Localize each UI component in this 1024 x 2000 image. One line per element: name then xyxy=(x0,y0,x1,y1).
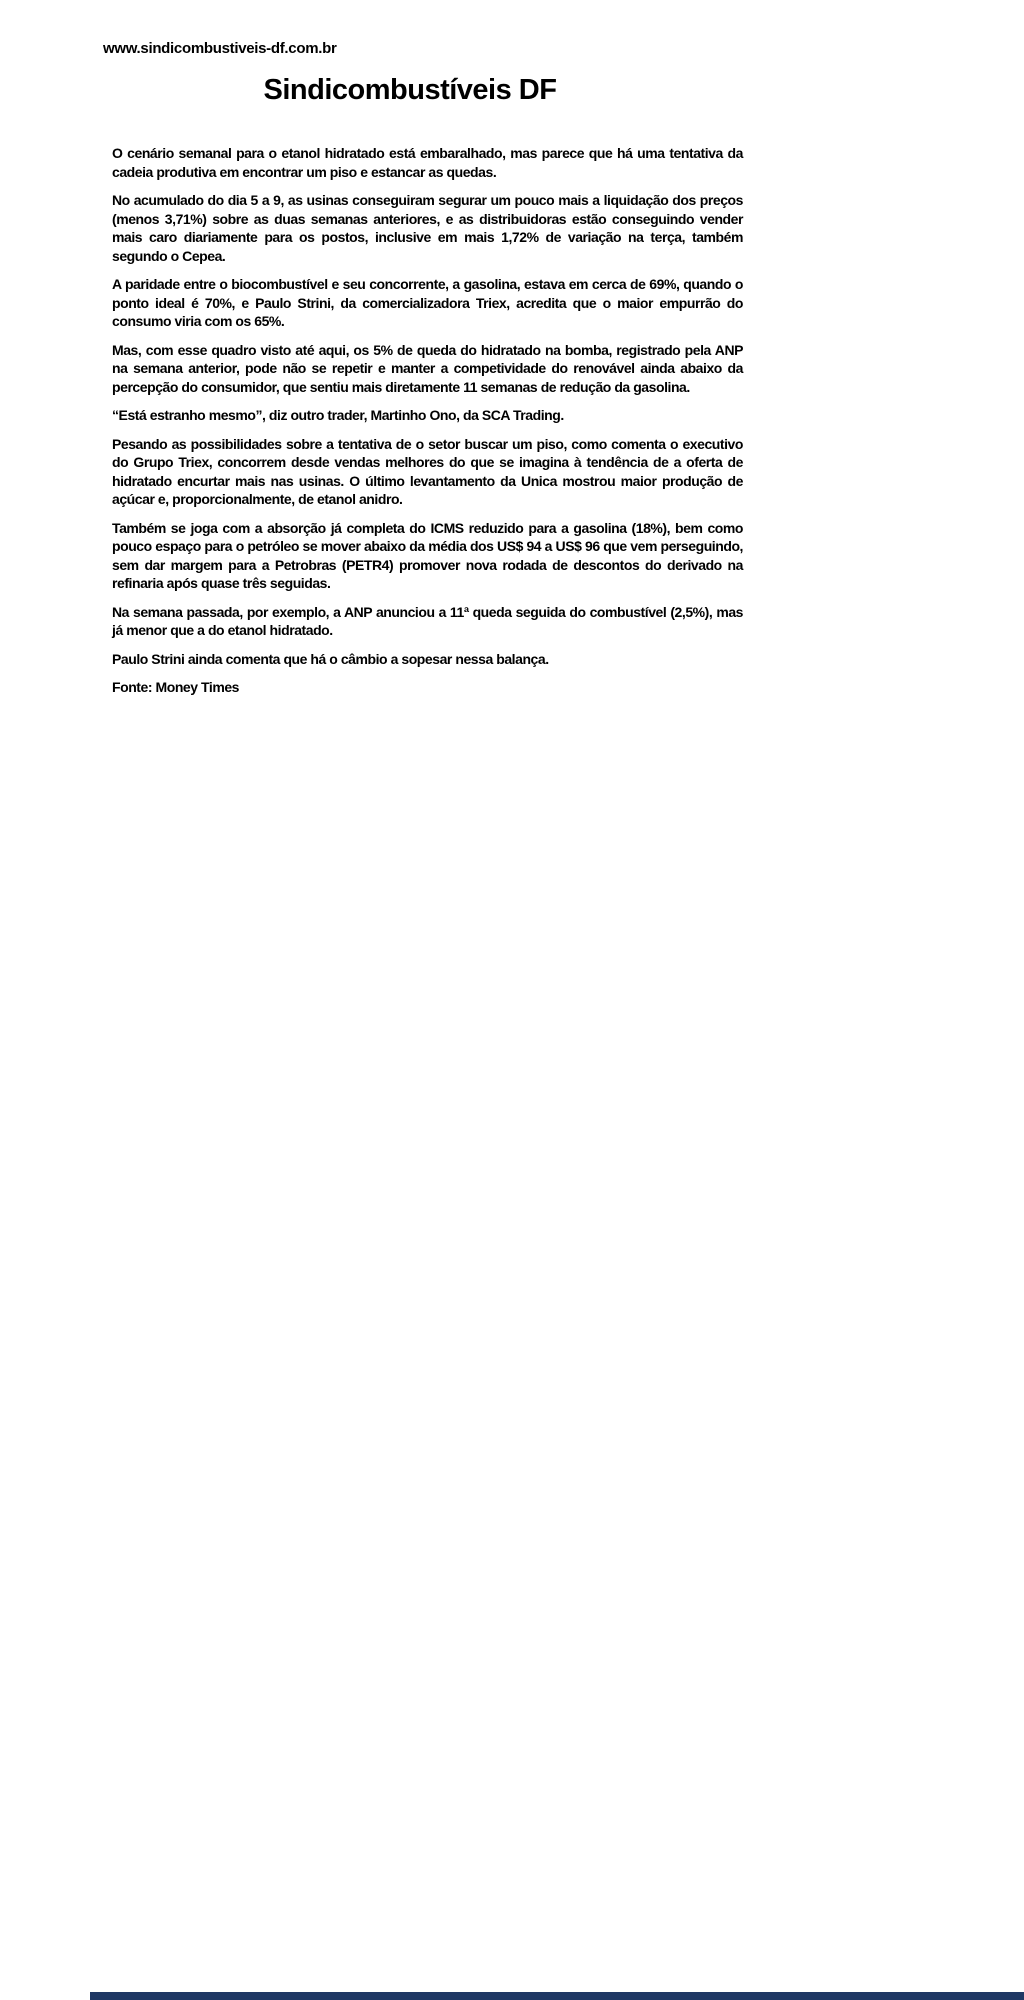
article-paragraph: No acumulado do dia 5 a 9, as usinas conseguiram segurar um pouco mais a liquidação dos preços (menos 3,71%) sobre as duas semanas anteriores, e as distribuidoras estão conseguindo vender mais caro diariamente para os postos, inclusive em mais 1,72% de variação na terça, também segundo o Cepea. xyxy=(112,192,743,264)
article-paragraph: O cenário semanal para o etanol hidratado está embaralhado, mas parece que há uma tentativa da cadeia produtiva em encontrar um piso e estancar as quedas. xyxy=(112,145,743,180)
page-title: Sindicombustíveis DF xyxy=(263,74,557,106)
article-paragraph: A paridade entre o biocombustível e seu concorrente, a gasolina, estava em cerca de 69%, quando o ponto ideal é 70%, e Paulo Strini, da comercializadora Triex, acredita que o maior empurrão do consumo viria com os 65%. xyxy=(112,276,743,329)
footer-bar xyxy=(90,1992,1024,2000)
article-paragraph: Paulo Strini ainda comenta que há o câmbio a sopesar nessa balança. xyxy=(112,650,549,667)
article-source: Fonte: Money Times xyxy=(112,679,239,695)
article-paragraph: Pesando as possibilidades sobre a tentativa de o setor buscar um piso, como comenta o executivo do Grupo Triex, concorrem desde vendas melhores do que se imagina à tendência de a oferta de hidratado encurtar mais nas usinas. O último levantamento da Unica mostrou maior produção de açúcar e, proporcionalmente, de etanol anidro. xyxy=(112,435,743,507)
article-paragraph: Na semana passada, por exemplo, a ANP anunciou a 11ª queda seguida do combustível (2,5%), mas já menor que a do etanol hidratado. xyxy=(112,603,743,638)
article-paragraph: “Está estranho mesmo”, diz outro trader, Martinho Ono, da SCA Trading. xyxy=(112,407,564,423)
site-url: www.sindicombustiveis-df.com.br xyxy=(103,40,337,57)
article-paragraph: Mas, com esse quadro visto até aqui, os 5% de queda do hidratado na bomba, registrado pela ANP na semana anterior, pode não se repetir e manter a competividade do renovável ainda abaixo da percepção do consumidor, que sentiu mais diretamente 11 semanas de redução da gasolina. xyxy=(112,341,743,395)
article-paragraph: Também se joga com a absorção já completa do ICMS reduzido para a gasolina (18%), bem como pouco espaço para o petróleo se mover abaixo da média dos US$ 94 a US$ 96 que vem perseguindo, sem dar margem para a Petrobras (PETR4) promover nova rodada de descontos do derivado na refinaria após quase três seguidas. xyxy=(112,519,743,591)
article-body xyxy=(112,144,743,707)
